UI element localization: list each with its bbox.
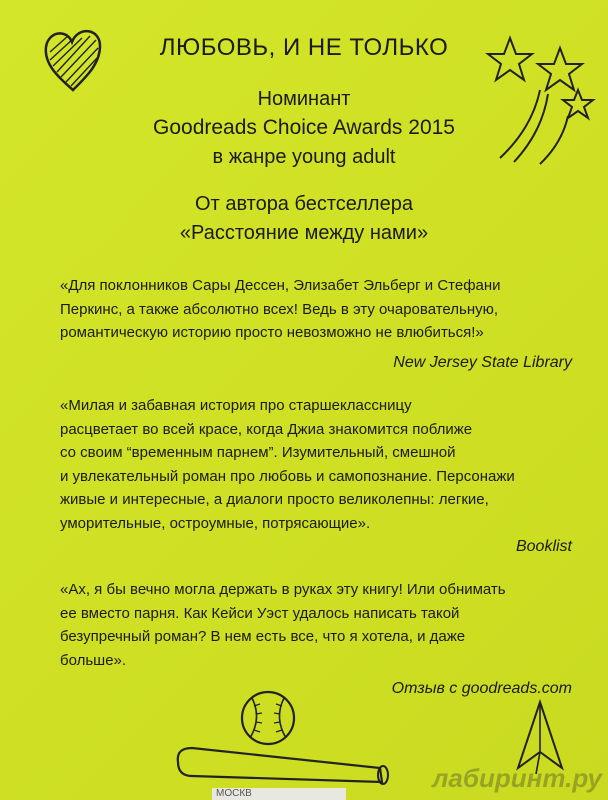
quote-line: больше». [60, 651, 127, 669]
previous-book-title: «Расстояние между нами» [179, 222, 429, 244]
quote-2 [60, 394, 580, 535]
quote-3-source: Отзыв с goodreads.com [391, 680, 572, 697]
quote-line: безупречный роман? В нем есть все, что я хотела, и даже [60, 628, 466, 645]
quote-1 [60, 274, 580, 345]
author-note: От автора бестселлера [195, 193, 413, 215]
quote-line: и увлекательный роман про любовь и самопознание. Персонажи [60, 467, 515, 485]
quote-line: расцветает во всей красе, когда Джиа знакомится поближе [60, 420, 473, 438]
watermark: лабиринт.ру [432, 763, 602, 793]
quote-1-source: New Jersey State Library [393, 354, 572, 371]
award-name: Goodreads Choice Awards 2015 [153, 116, 455, 139]
quote-line: романтическую историю просто невозможно не влюбиться!» [60, 324, 484, 341]
quote-line: со своим “временным парнем”. Изумительный, смешной [60, 444, 456, 461]
publisher-strip: МОСКВ [212, 788, 346, 800]
quote-line: «Ах, я бы вечно могла держать в руках эту книгу! Или обнимать [60, 581, 506, 598]
quote-line: «Для поклонников Сары Дессен, Элизабет Эльберг и Стефани [60, 277, 501, 294]
quote-2-source: Booklist [515, 538, 572, 555]
quote-line: «Милая и забавная история про старшеклассницу [60, 397, 412, 414]
quote-line: живые и интересные, а диалоги просто великолепны: легкие, [60, 491, 489, 508]
nominee-label: Номинант [257, 88, 351, 110]
quote-line: Перкинс, а также абсолютно всех! Ведь в эту очаровательную, [60, 300, 499, 318]
book-title: ЛЮБОВЬ, И НЕ ТОЛЬКО [159, 34, 449, 61]
quote-line: ее вместо парня. Как Кейси Уэст удалось написать такой [60, 604, 460, 622]
quote-line: уморительные, остроумные, потрясающие». [60, 514, 371, 532]
award-genre: в жанре young adult [212, 146, 396, 168]
quote-3 [60, 578, 580, 672]
baseball-bat-doodle-icon [170, 688, 430, 800]
